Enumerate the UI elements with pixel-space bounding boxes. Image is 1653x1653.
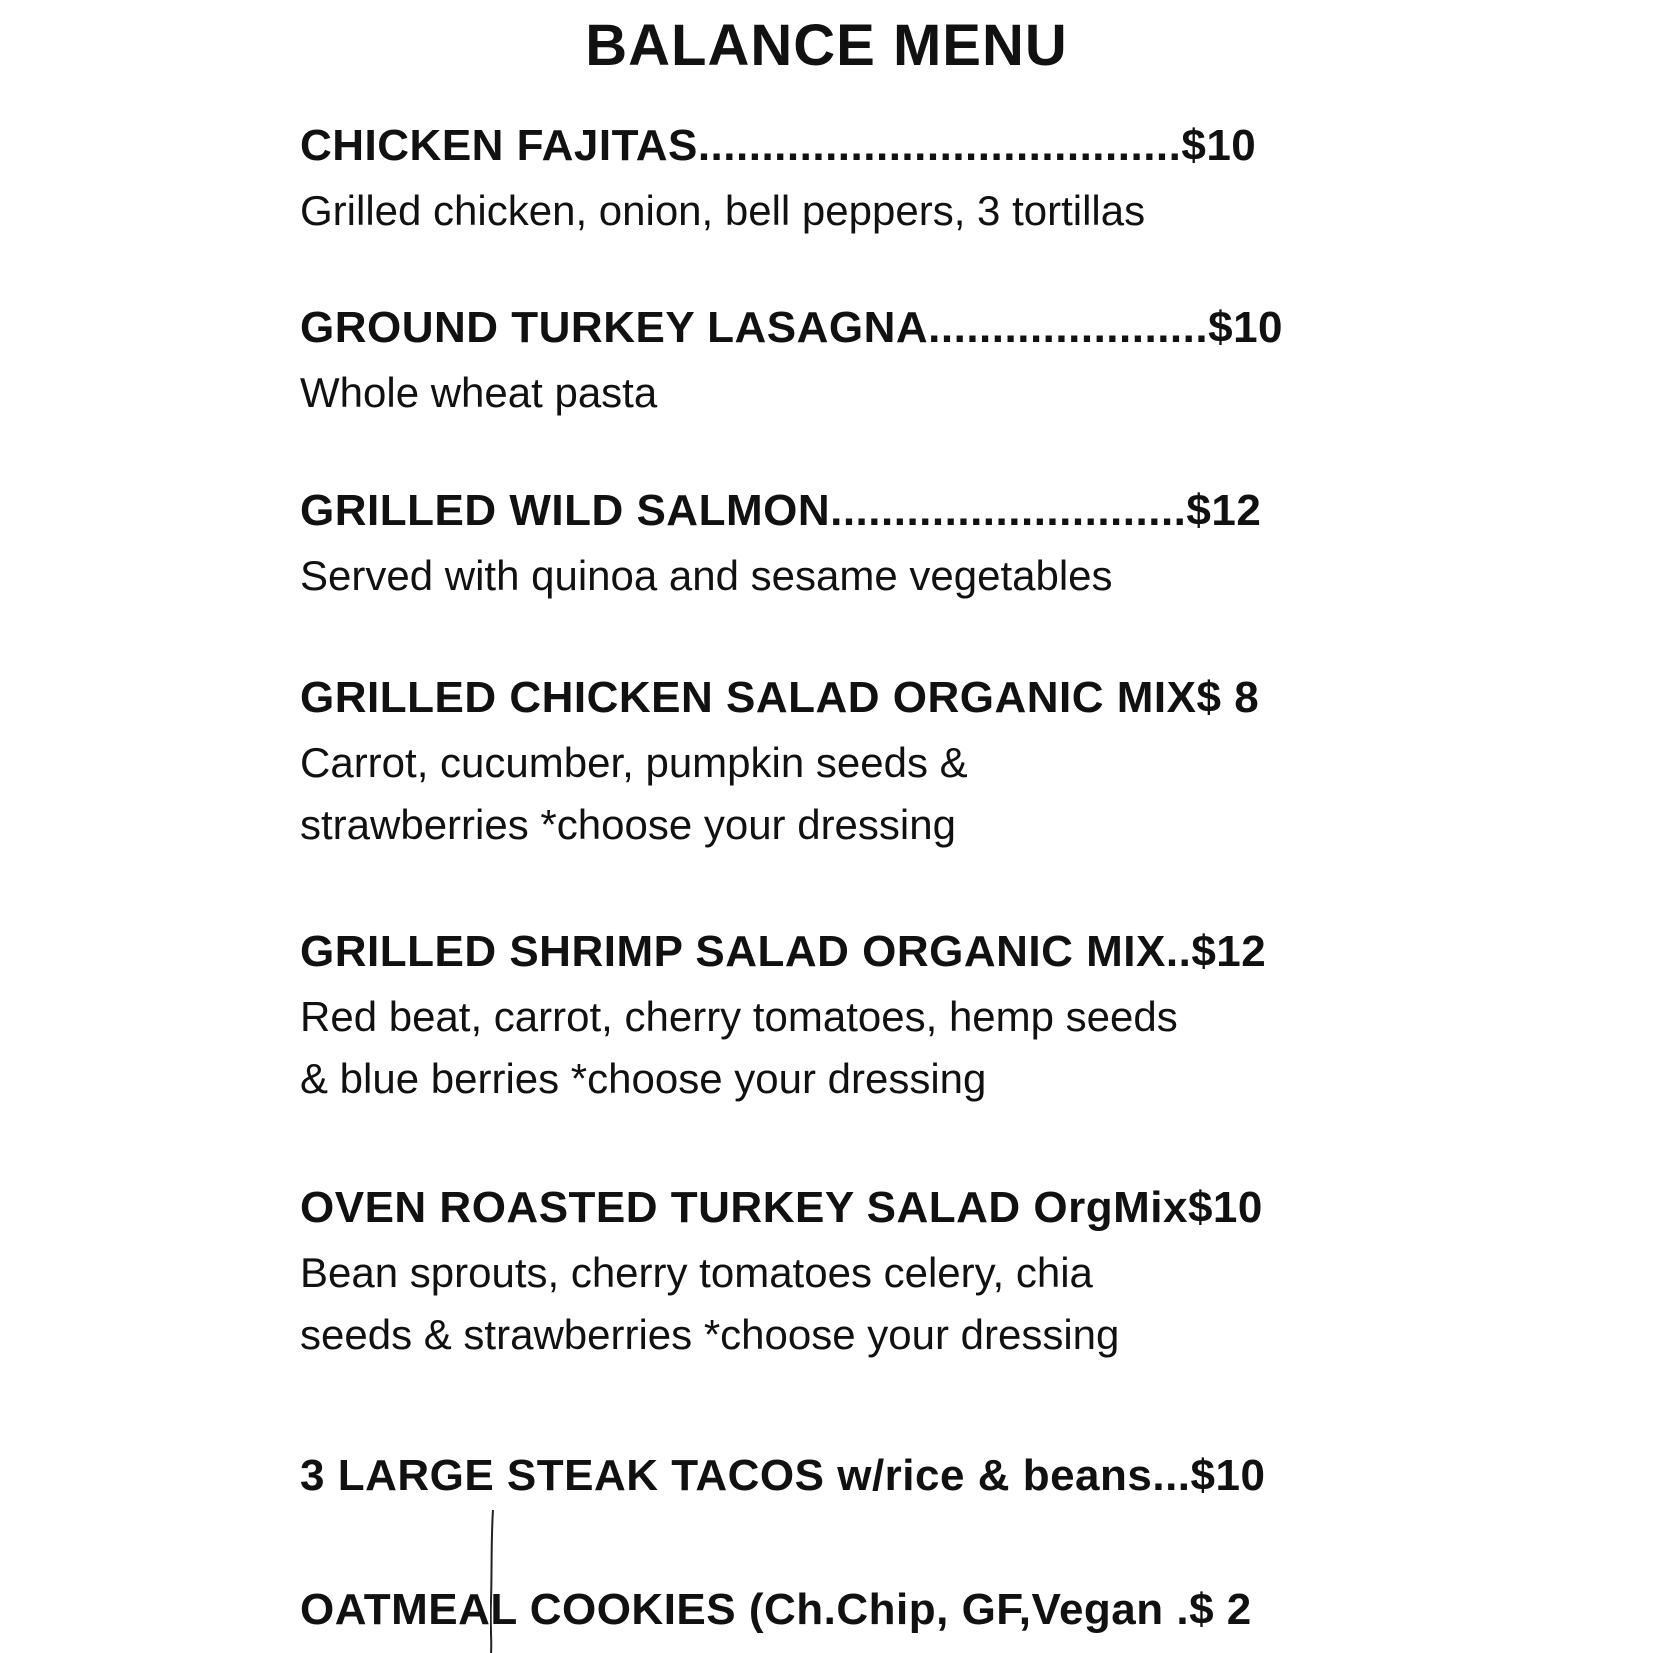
menu-item-description-line: seeds & strawberries *choose your dressing xyxy=(300,1311,1120,1358)
menu-item-name: GRILLED SHRIMP SALAD ORGANIC MIX..$12 xyxy=(300,927,1267,976)
menu-item-name: 3 LARGE STEAK TACOS w/rice & beans...$10 xyxy=(300,1451,1266,1500)
menu-item-ground-turkey-lasagna xyxy=(300,300,1400,424)
menu-item-chicken-fajitas xyxy=(300,118,1400,242)
menu-item-name: GROUND TURKEY LASAGNA......................$10 xyxy=(300,303,1284,352)
menu-item-description-line: & blue berries *choose your dressing xyxy=(300,1055,987,1102)
menu-item-grilled-shrimp-salad xyxy=(300,924,1400,1110)
menu-item-name: GRILLED WILD SALMON............................$12 xyxy=(300,486,1262,535)
menu-item-name: GRILLED CHICKEN SALAD ORGANIC MIX$ 8 xyxy=(300,673,1260,722)
menu-item-description-line: Red beat, carrot, cherry tomatoes, hemp seeds xyxy=(300,993,1178,1040)
menu-item-description-line: Carrot, cucumber, pumpkin seeds & xyxy=(300,739,968,786)
menu-item-name: CHICKEN FAJITAS......................................$10 xyxy=(300,121,1257,170)
menu-item-description-line: strawberries *choose your dressing xyxy=(300,801,956,848)
menu-item-oatmeal-cookies xyxy=(300,1582,1400,1638)
menu-item-name: OVEN ROASTED TURKEY SALAD OrgMix$10 xyxy=(300,1183,1263,1232)
menu-item-grilled-chicken-salad xyxy=(300,670,1400,856)
menu-title: BALANCE MENU xyxy=(585,13,1068,78)
menu-item-description xyxy=(300,986,1400,1110)
pen-mark xyxy=(490,1510,494,1653)
menu-item-name: OATMEAL COOKIES (Ch.Chip, GF,Vegan .$ 2 xyxy=(300,1585,1252,1634)
menu-item-description: Whole wheat pasta xyxy=(300,369,658,416)
menu-item-grilled-wild-salmon xyxy=(300,483,1400,607)
menu-item-steak-tacos xyxy=(300,1448,1400,1504)
menu-item-description xyxy=(300,1242,1400,1366)
menu-item-description: Grilled chicken, onion, bell peppers, 3 tortillas xyxy=(300,187,1146,234)
menu-item-description xyxy=(300,732,1400,856)
menu-item-oven-roasted-turkey-salad xyxy=(300,1180,1400,1366)
menu-item-description: Served with quinoa and sesame vegetables xyxy=(300,552,1113,599)
menu-item-description-line: Bean sprouts, cherry tomatoes celery, chia xyxy=(300,1249,1093,1296)
